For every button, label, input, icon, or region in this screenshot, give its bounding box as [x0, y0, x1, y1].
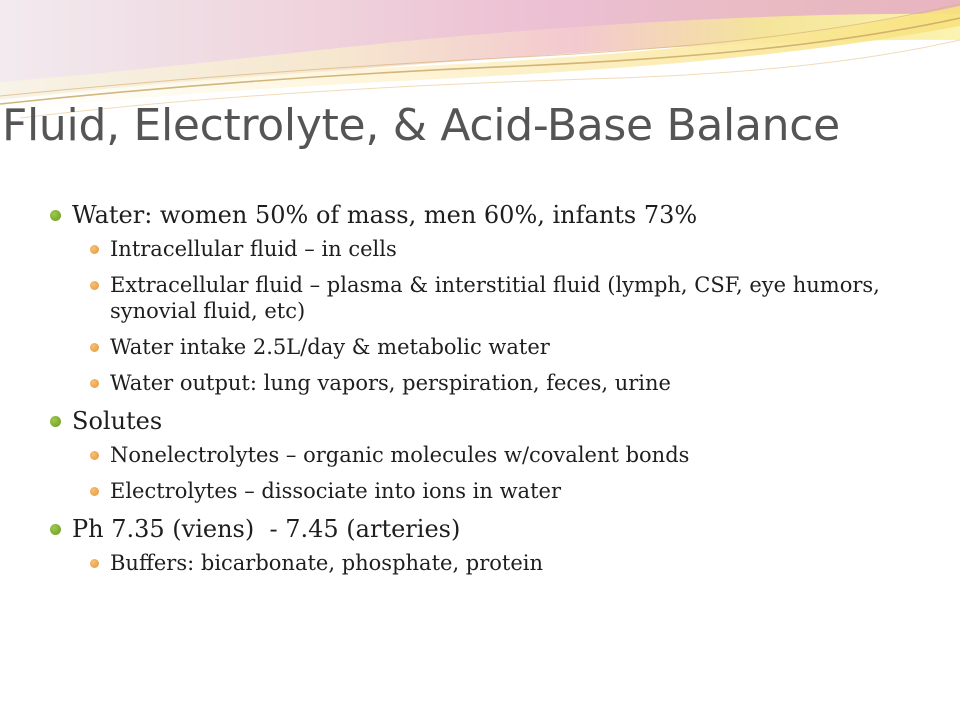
green-bullet-icon	[50, 416, 61, 427]
orange-bullet-icon	[90, 343, 99, 352]
sub-bullet-item	[72, 478, 930, 504]
bullet-text: Water: women 50% of mass, men 60%, infants 73%	[72, 201, 698, 229]
bullet-list	[50, 200, 930, 576]
sub-bullet-text: Water intake 2.5L/day & metabolic water	[110, 335, 550, 359]
sub-bullet-text: Intracellular fluid – in cells	[110, 237, 397, 261]
orange-bullet-icon	[90, 379, 99, 388]
sub-bullet-item	[72, 272, 930, 324]
orange-bullet-icon	[90, 281, 99, 290]
orange-bullet-icon	[90, 451, 99, 460]
green-bullet-icon	[50, 210, 61, 221]
bullet-text: Ph 7.35 (viens) - 7.45 (arteries)	[72, 515, 461, 543]
sub-bullet-text: Buffers: bicarbonate, phosphate, protein	[110, 551, 544, 575]
bullet-item-water	[50, 200, 930, 396]
green-bullet-icon	[50, 524, 61, 535]
sub-bullet-item	[72, 442, 930, 468]
sub-bullet-list	[72, 550, 930, 576]
bullet-item-solutes	[50, 406, 930, 504]
sub-bullet-item	[72, 550, 930, 576]
bullet-list-container	[50, 200, 930, 586]
sub-bullet-text: Electrolytes – dissociate into ions in water	[110, 479, 561, 503]
sub-bullet-item	[72, 236, 930, 262]
sub-bullet-text: Extracellular fluid – plasma & interstitial fluid (lymph, CSF, eye humors, synovial fluid, etc)	[110, 273, 880, 323]
bullet-text: Solutes	[72, 407, 163, 435]
orange-bullet-icon	[90, 245, 99, 254]
sub-bullet-text: Nonelectrolytes – organic molecules w/covalent bonds	[110, 443, 690, 467]
orange-bullet-icon	[90, 487, 99, 496]
sub-bullet-list	[72, 442, 930, 504]
orange-bullet-icon	[90, 559, 99, 568]
sub-bullet-item	[72, 334, 930, 360]
sub-bullet-list	[72, 236, 930, 396]
slide-title: Fluid, Electrolyte, & Acid-Base Balance	[2, 100, 840, 151]
sub-bullet-text: Water output: lung vapors, perspiration, feces, urine	[110, 371, 671, 395]
bullet-item-ph	[50, 514, 930, 576]
sub-bullet-item	[72, 370, 930, 396]
